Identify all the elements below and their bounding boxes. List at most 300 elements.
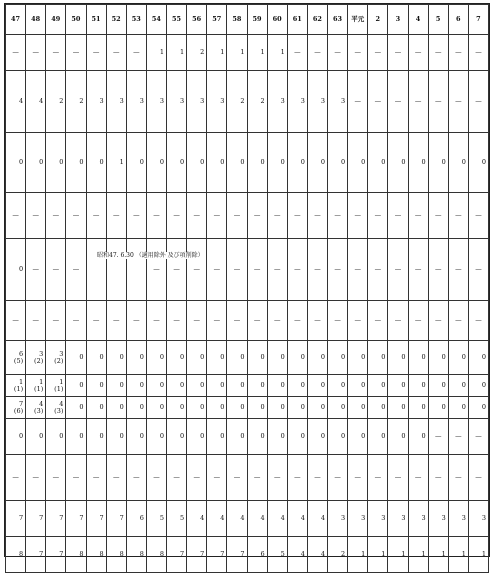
table-cell: 4 (307, 537, 327, 573)
table-cell: 0 (267, 341, 287, 375)
table-cell: 0 (328, 397, 348, 419)
table-cell: — (328, 193, 348, 239)
table-cell: — (468, 35, 488, 71)
table-cell: 0 (388, 419, 408, 455)
table-cell: 7 (187, 537, 207, 573)
table-cell: 0 (307, 133, 327, 193)
table-cell: 0 (187, 133, 207, 193)
table-cell: 4 (227, 501, 247, 537)
column-header: 4 (408, 5, 428, 35)
table-cell: 8 (146, 537, 166, 573)
table-cell: 0 (428, 133, 448, 193)
table-cell: — (86, 455, 106, 501)
table-cell: — (408, 301, 428, 341)
table-cell: — (126, 455, 146, 501)
table-cell: — (267, 301, 287, 341)
table-cell: 4 (307, 501, 327, 537)
column-header: 61 (287, 5, 307, 35)
table-cell: 0 (146, 397, 166, 419)
table-cell: — (428, 301, 448, 341)
table-cell: — (468, 455, 488, 501)
table-cell: 0 (328, 375, 348, 397)
table-row (6, 35, 489, 71)
table-cell: 0 (368, 397, 388, 419)
table-cell: — (468, 71, 488, 133)
table-cell: — (328, 455, 348, 501)
table-cell: 0 (287, 419, 307, 455)
table-cell: 3 (207, 71, 227, 133)
table-cell: — (6, 35, 26, 71)
table-cell: 6 (247, 537, 267, 573)
column-header: 56 (187, 5, 207, 35)
table-cell: — (448, 239, 468, 301)
table-cell: 2 (187, 35, 207, 71)
table-cell: 1 (1) (6, 375, 26, 397)
table-cell: 7 (167, 537, 187, 573)
table-cell: 0 (468, 341, 488, 375)
table-row (6, 397, 489, 419)
table-cell: 3 (287, 71, 307, 133)
table-cell: 8 (86, 537, 106, 573)
table-cell: — (66, 193, 86, 239)
table-cell: — (227, 301, 247, 341)
table-cell: 8 (126, 537, 146, 573)
table-cell: 1 (247, 35, 267, 71)
table-cell: 8 (6, 537, 26, 573)
table-cell: 7 (26, 501, 46, 537)
table-cell: — (328, 239, 348, 301)
table-cell: 5 (167, 501, 187, 537)
table-cell: 0 (86, 341, 106, 375)
column-header: 50 (66, 5, 86, 35)
table-cell: 4 (247, 501, 267, 537)
table-cell: 0 (468, 397, 488, 419)
table-cell: — (408, 455, 428, 501)
table-cell: 0 (227, 397, 247, 419)
table-cell: — (66, 455, 86, 501)
table-cell: 0 (26, 133, 46, 193)
table-cell: — (368, 239, 388, 301)
table-cell: — (287, 239, 307, 301)
table-cell: — (26, 35, 46, 71)
table-cell: 0 (146, 419, 166, 455)
table-cell: 1 (388, 537, 408, 573)
table-cell: 0 (408, 397, 428, 419)
table-cell: — (287, 455, 307, 501)
table-cell: 1 (468, 537, 488, 573)
table-cell: — (46, 455, 66, 501)
table-cell: — (448, 35, 468, 71)
table-cell: 3 (328, 501, 348, 537)
table-cell: 0 (167, 133, 187, 193)
table-cell: 0 (46, 419, 66, 455)
table-cell: 0 (46, 133, 66, 193)
column-header: 51 (86, 5, 106, 35)
table-cell: — (6, 455, 26, 501)
table-cell: — (408, 239, 428, 301)
table-cell: 0 (328, 133, 348, 193)
table-cell: — (428, 455, 448, 501)
table-cell: — (46, 35, 66, 71)
table-cell: 0 (448, 375, 468, 397)
column-header: 5 (428, 5, 448, 35)
table-cell: 0 (408, 341, 428, 375)
table-cell: — (66, 35, 86, 71)
table-cell: 0 (187, 375, 207, 397)
table-cell: 0 (468, 133, 488, 193)
table-row (6, 375, 489, 397)
table-cell: 4 (287, 501, 307, 537)
table-cell: — (428, 35, 448, 71)
table-cell: — (328, 301, 348, 341)
table-cell: — (6, 193, 26, 239)
table-cell: — (348, 455, 368, 501)
table-cell: 1 (348, 537, 368, 573)
table-cell: — (167, 301, 187, 341)
table-cell: — (348, 71, 368, 133)
table-cell: 0 (388, 375, 408, 397)
table-cell: 3 (388, 501, 408, 537)
table-cell: — (388, 239, 408, 301)
table-cell: 0 (66, 341, 86, 375)
table-cell: 0 (287, 341, 307, 375)
table-cell: 6 (5) (6, 341, 26, 375)
table-cell: — (368, 455, 388, 501)
table-cell: 7 (227, 537, 247, 573)
table-cell: 0 (126, 397, 146, 419)
table-cell: 0 (388, 133, 408, 193)
table-cell: — (287, 193, 307, 239)
table-cell: 0 (247, 375, 267, 397)
table-cell: 0 (126, 133, 146, 193)
table-cell: 1 (408, 537, 428, 573)
table-cell: 0 (106, 375, 126, 397)
table-cell: 7 (6) (6, 397, 26, 419)
table-cell: 3 (448, 501, 468, 537)
table-cell: 0 (167, 397, 187, 419)
table-cell: 7 (26, 537, 46, 573)
table-cell: 7 (207, 537, 227, 573)
table-cell: — (126, 193, 146, 239)
table-cell: 4 (267, 501, 287, 537)
table-cell: 0 (348, 397, 368, 419)
table-cell: 2 (328, 537, 348, 573)
table-cell: 3 (167, 71, 187, 133)
table-cell: 0 (368, 419, 388, 455)
table-cell: — (66, 301, 86, 341)
column-header: 48 (26, 5, 46, 35)
table-cell: — (146, 455, 166, 501)
table-cell: — (247, 239, 267, 301)
table-cell: 3 (267, 71, 287, 133)
table-cell: 0 (167, 375, 187, 397)
table-cell: 3 (307, 71, 327, 133)
table-cell: 0 (348, 133, 368, 193)
table-cell: 0 (368, 341, 388, 375)
table-cell: — (146, 301, 166, 341)
table-cell: — (348, 239, 368, 301)
table-cell: 3 (408, 501, 428, 537)
table-cell: 0 (6, 239, 26, 301)
table-cell: 0 (187, 341, 207, 375)
table-row (6, 71, 489, 133)
table-cell: 3 (328, 71, 348, 133)
table-cell: 0 (468, 375, 488, 397)
table-cell: 1 (106, 133, 126, 193)
table-cell: — (388, 455, 408, 501)
table-cell: 0 (207, 133, 227, 193)
table-cell: — (468, 301, 488, 341)
table-cell: 1 (227, 35, 247, 71)
table-cell: 3 (2) (46, 341, 66, 375)
table-note: 昭和47. 6.30 （適用除外 及び項削除） (97, 252, 204, 259)
table-cell: 3 (106, 71, 126, 133)
table-cell: — (307, 301, 327, 341)
table-row (6, 193, 489, 239)
table-cell: 0 (388, 397, 408, 419)
table-cell: — (207, 239, 227, 301)
table-cell: 1 (167, 35, 187, 71)
table-cell: 3 (428, 501, 448, 537)
table-cell: — (468, 193, 488, 239)
table-cell: — (207, 455, 227, 501)
table-cell: 0 (167, 419, 187, 455)
column-header: 平元 (348, 5, 368, 35)
table-cell: 4 (26, 71, 46, 133)
table-cell: — (187, 239, 207, 301)
table-cell: 0 (66, 397, 86, 419)
table-cell: 0 (26, 419, 46, 455)
table-cell: 0 (227, 341, 247, 375)
table-cell: 0 (428, 341, 448, 375)
table-cell: 0 (267, 133, 287, 193)
table-cell: 3 (468, 501, 488, 537)
table-cell: 3 (348, 501, 368, 537)
table-cell: 8 (106, 537, 126, 573)
table-cell: 1 (1) (26, 375, 46, 397)
table-cell: — (247, 455, 267, 501)
table-cell: 0 (187, 397, 207, 419)
table-cell: 0 (328, 419, 348, 455)
table-cell: 0 (448, 133, 468, 193)
column-header: 54 (146, 5, 166, 35)
table-cell: 0 (146, 341, 166, 375)
table-cell: 0 (368, 375, 388, 397)
table-cell: — (348, 35, 368, 71)
table-cell: — (106, 193, 126, 239)
table-cell: — (46, 301, 66, 341)
table-cell: — (227, 455, 247, 501)
table-cell: — (408, 35, 428, 71)
table-cell: 4 (6, 71, 26, 133)
table-cell: — (167, 455, 187, 501)
table-cell: 0 (348, 419, 368, 455)
table-cell: 0 (207, 397, 227, 419)
table-cell: 0 (187, 419, 207, 455)
column-header: 59 (247, 5, 267, 35)
table-cell: 0 (287, 397, 307, 419)
table-cell: — (368, 35, 388, 71)
table-cell (86, 239, 106, 301)
column-header: 49 (46, 5, 66, 35)
table-cell: 0 (227, 419, 247, 455)
table-row (6, 133, 489, 193)
table-cell: 0 (267, 397, 287, 419)
table-cell: — (26, 301, 46, 341)
table-row (6, 341, 489, 375)
column-header: 52 (106, 5, 126, 35)
column-header: 53 (126, 5, 146, 35)
table-cell: — (307, 35, 327, 71)
table-cell: — (247, 193, 267, 239)
table-cell: 0 (6, 133, 26, 193)
table-cell: 1 (1) (46, 375, 66, 397)
table-cell: 0 (106, 419, 126, 455)
table-cell: — (428, 193, 448, 239)
table-cell: 3 (2) (26, 341, 46, 375)
table-cell: 0 (167, 341, 187, 375)
table-cell: — (348, 193, 368, 239)
statistics-table-sheet (4, 3, 490, 557)
table-cell: 0 (328, 341, 348, 375)
table-cell: 1 (448, 537, 468, 573)
table-cell: 0 (66, 419, 86, 455)
table-cell: 7 (66, 501, 86, 537)
table-cell: 8 (66, 537, 86, 573)
table-cell: 0 (146, 133, 166, 193)
column-header: 57 (207, 5, 227, 35)
column-header: 47 (6, 5, 26, 35)
table-cell: 0 (126, 419, 146, 455)
table-cell: — (368, 193, 388, 239)
table-cell: — (408, 71, 428, 133)
table-cell: 0 (307, 341, 327, 375)
table-cell: 3 (86, 71, 106, 133)
table-cell: 1 (368, 537, 388, 573)
column-header: 55 (167, 5, 187, 35)
table-cell: 0 (207, 341, 227, 375)
table-cell: 0 (207, 419, 227, 455)
table-cell: 4 (3) (46, 397, 66, 419)
table-cell: 0 (408, 375, 428, 397)
table-cell: — (388, 35, 408, 71)
table-cell: — (287, 35, 307, 71)
table-cell: 4 (3) (26, 397, 46, 419)
table-cell: 0 (287, 375, 307, 397)
table-cell: 0 (388, 341, 408, 375)
table-cell: 0 (287, 133, 307, 193)
table-cell: — (126, 35, 146, 71)
table-cell: 0 (106, 397, 126, 419)
column-header: 60 (267, 5, 287, 35)
table-cell: 0 (227, 375, 247, 397)
table-cell: — (146, 193, 166, 239)
table-cell: 1 (428, 537, 448, 573)
table-cell: 4 (287, 537, 307, 573)
table-cell: — (167, 239, 187, 301)
header-row (6, 5, 489, 35)
table-cell: 0 (66, 133, 86, 193)
table-cell: 0 (86, 375, 106, 397)
table-cell: — (46, 239, 66, 301)
table-cell: — (86, 193, 106, 239)
table-cell: — (86, 35, 106, 71)
table-cell: 1 (207, 35, 227, 71)
table-cell: 7 (6, 501, 26, 537)
table-cell: 0 (267, 375, 287, 397)
table-cell: 0 (207, 375, 227, 397)
table-cell: 0 (307, 419, 327, 455)
table-cell: 0 (247, 133, 267, 193)
table-cell: 2 (46, 71, 66, 133)
table-cell: — (106, 35, 126, 71)
table-cell: — (6, 301, 26, 341)
table-cell: 0 (247, 341, 267, 375)
table-cell: — (267, 193, 287, 239)
table-cell: 1 (146, 35, 166, 71)
table-cell: 3 (146, 71, 166, 133)
table-cell: — (86, 301, 106, 341)
table-cell: — (26, 239, 46, 301)
table-cell: — (448, 455, 468, 501)
table-cell: — (448, 193, 468, 239)
table-cell: — (348, 301, 368, 341)
table-cell: 5 (146, 501, 166, 537)
table-cell: 7 (106, 501, 126, 537)
column-header: 58 (227, 5, 247, 35)
table-cell: — (408, 193, 428, 239)
table-cell: — (388, 71, 408, 133)
table-cell: 7 (86, 501, 106, 537)
table-cell: 0 (227, 133, 247, 193)
table-cell: — (187, 193, 207, 239)
table-cell (126, 239, 146, 301)
table-cell: — (307, 455, 327, 501)
table-cell: 0 (6, 419, 26, 455)
column-header: 6 (448, 5, 468, 35)
table-row (6, 537, 489, 573)
table-cell: 0 (247, 397, 267, 419)
table-cell: — (227, 193, 247, 239)
table-cell: 0 (448, 397, 468, 419)
table-cell: 2 (247, 71, 267, 133)
table-cell: 0 (368, 133, 388, 193)
table-cell: 2 (66, 71, 86, 133)
table-cell: 0 (126, 341, 146, 375)
table-cell: — (26, 455, 46, 501)
table-cell: 0 (106, 341, 126, 375)
table-cell: — (368, 301, 388, 341)
table-cell: — (368, 71, 388, 133)
table-cell: — (287, 301, 307, 341)
table-cell: 0 (428, 375, 448, 397)
table-cell: 2 (227, 71, 247, 133)
table-cell: 6 (126, 501, 146, 537)
table-cell: — (468, 419, 488, 455)
table-cell: — (428, 419, 448, 455)
table-cell: 1 (267, 35, 287, 71)
table-cell: 0 (86, 419, 106, 455)
table-cell: — (187, 455, 207, 501)
table-cell: 0 (428, 397, 448, 419)
table-cell: — (388, 193, 408, 239)
column-header: 63 (328, 5, 348, 35)
table-cell: — (428, 71, 448, 133)
column-header: 62 (307, 5, 327, 35)
table-cell: — (307, 193, 327, 239)
table-cell: — (468, 239, 488, 301)
table-cell: — (207, 193, 227, 239)
